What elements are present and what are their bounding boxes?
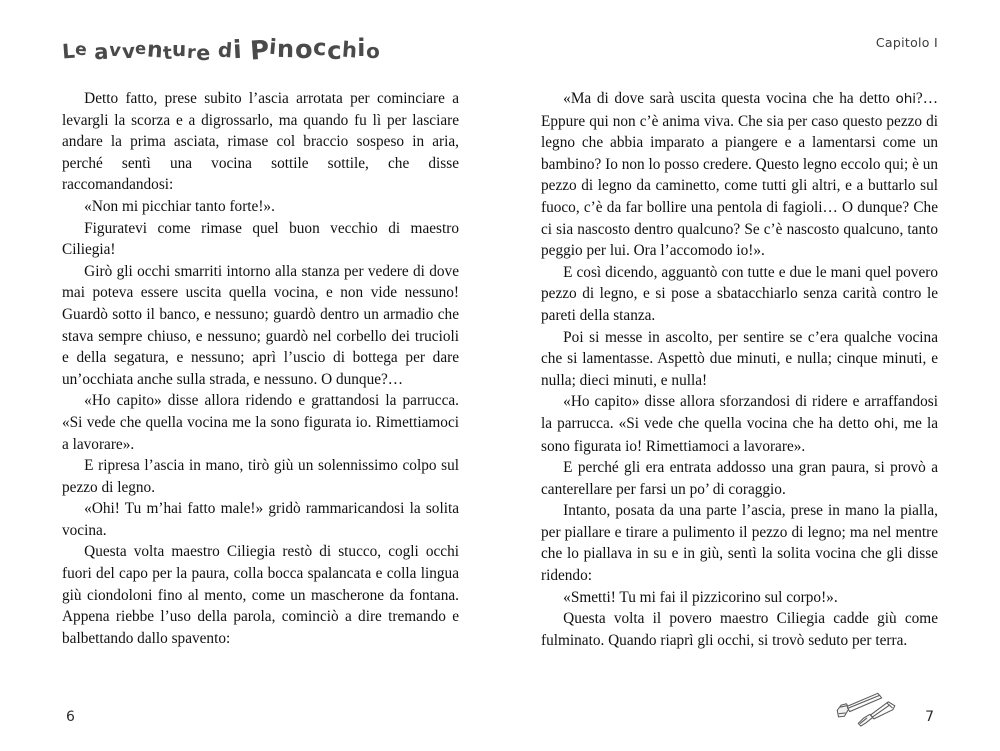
onomatopoeia-ohi: ohi — [873, 415, 895, 432]
book-title-glyph: c — [312, 34, 328, 62]
running-head-verso — [62, 34, 380, 66]
paragraph: Questa volta maestro Ciliegia restò di stucco, cogli occhi fuori del capo per la paura, colla bocca spalancata e colla lingua giù ciondoloni fino al mento, come un mascherone da fontana. Appena riebbe l’uso della parola, cominciò a dire tremando e balbettando dallo spavento: — [62, 543, 459, 647]
paragraph: Detto fatto, prese subito l’ascia arrotata per cominciare a levargli la scorza e a digrossarlo, ma quando fu lì per lasciare andare la prima asciata, rimase col braccio sospeso in aria, perché sentì una vocina sottile sottile, che disse raccomandandosi: — [62, 90, 459, 194]
book-title-glyph: n — [276, 34, 296, 64]
paragraph: Girò gli occhi smarriti intorno alla stanza per vedere di dove mai poteva essere uscita quella vocina, e non vide nessuno! Guardò sotto il banco, e nessuno; guardò dentro un armadio che stava sempre chiuso, e nessuno; guardò nel corbello dei trucioli e della segatura, e nessuno; aprì l’uscio di bottega per dare un’occhiata anche sulla strada, e nessuno. O dunque?… — [62, 262, 459, 388]
onomatopoeia-ohi: ohi — [895, 91, 916, 107]
paragraph: E perché gli era entrata addosso una gran paura, si provò a canterellare per farsi un po’ di coraggio. — [541, 459, 938, 498]
book-title-glyph: P — [249, 35, 271, 67]
paragraph-text: ?… Eppure qui non c’è anima viva. Che sia per caso questo pezzo di legno che abbia imparato a piangere e a lamentarsi come un bambino? Io non lo posso credere. Questo legno eccolo qui; è un pezzo di legno da caminetto, come tutti gli altri, e a buttarlo sul fuoco, c’è da far bollire una pentola di fagioli… O dunque? Che ci sia nascosto dentro qualcuno? Se c’è nascosto qualcuno, tanto peggio per lui. Ora l’accomodo io!». — [541, 90, 938, 260]
hatchet-and-chisel-icon — [832, 689, 904, 733]
paragraph: Poi si messe in ascolto, per sentire se c’era qualche vocina che si lamentasse. Aspettò due minuti, e nulla; cinque minuti, e nulla; dieci minuti, e nulla! — [541, 328, 938, 389]
running-head-recto — [876, 34, 938, 66]
book-title-glyph: n — [145, 37, 164, 64]
book-title-glyph: o — [294, 34, 314, 66]
paragraph-text: «Ho capito» disse allora sforzandosi di ridere e arraffandosi la parrucca. «Si vede che quella vocina che ha detto — [541, 393, 938, 432]
paragraph: «Ho capito» disse allora ridendo e grattandosi la parrucca. «Si vede che quella vocina me la sono figurata io. Rimettiamoci a lavorare». — [62, 392, 459, 453]
column-left — [62, 88, 459, 658]
book-title-glyph: v — [120, 38, 136, 64]
book-title-glyph: t — [162, 42, 174, 65]
paragraph: E così dicendo, agguantò con tutte e due le mani quel povero pezzo di legno, e si pose a sbatacchiarlo senza carità contro le pareti della stanza. — [541, 263, 938, 324]
book-title-glyph: c — [326, 35, 343, 66]
paragraph: Figuratevi come rimase quel buon vecchio di maestro Ciliegia! — [62, 219, 459, 259]
book-title-glyph: o — [365, 38, 381, 64]
paragraph: Questa volta il povero maestro Ciliegia cadde giù come fulminato. Quando riaprì gli occhi, si trovò seduto per terra. — [541, 610, 938, 649]
book-title-glyph: a — [94, 38, 110, 65]
book-title-glyph: r — [186, 42, 197, 64]
book-title-glyph: e — [195, 40, 212, 66]
book-title-glyph: i — [268, 34, 279, 60]
paragraph: «Smetti! Tu mi fai il pizzicorino sul corpo!». — [563, 588, 838, 606]
book-title-glyph: i — [357, 34, 366, 62]
body-columns — [62, 88, 938, 658]
paragraph — [541, 391, 938, 457]
folio-right: 7 — [925, 709, 934, 725]
book-title-glyph: h — [340, 36, 359, 63]
paragraph-text: «Ma di dove sarà uscita questa vocina che ha detto — [563, 90, 896, 107]
book-title-glyph: L — [61, 38, 77, 64]
column-right — [541, 88, 938, 658]
book-title-glyph: e — [74, 39, 89, 61]
paragraph: E ripresa l’ascia in mano, tirò giù un solennissimo colpo sul pezzo di legno. — [62, 457, 459, 496]
paragraph: Intanto, posata da una parte l’ascia, prese in mano la pialla, per piallare e tirare a pulimento il pezzo di legno; ma nel mentre che lo piallava in su e in giù, sentì la solita vocina che gli disse ridendo: — [541, 502, 938, 585]
chapter-label: Capitolo I — [875, 35, 938, 50]
book-title — [61, 34, 381, 67]
paragraph: «Ohi! Tu m’hai fatto male!» gridò rammaricandosi la solita vocina. — [62, 500, 459, 539]
book-title-glyph: i — [231, 34, 243, 65]
folio-left: 6 — [66, 709, 75, 725]
paragraph-text: , me la sono figurata io! Rimettiamoci a lavorare». — [541, 414, 938, 455]
paragraph — [541, 88, 938, 262]
book-title-glyph: u — [171, 36, 188, 62]
book-title-glyph: e — [134, 38, 148, 59]
book-title-glyph: v — [108, 39, 123, 62]
paragraph: «Non mi picchiar tanto forte!». — [84, 197, 275, 215]
book-title-glyph: d — [217, 37, 234, 63]
